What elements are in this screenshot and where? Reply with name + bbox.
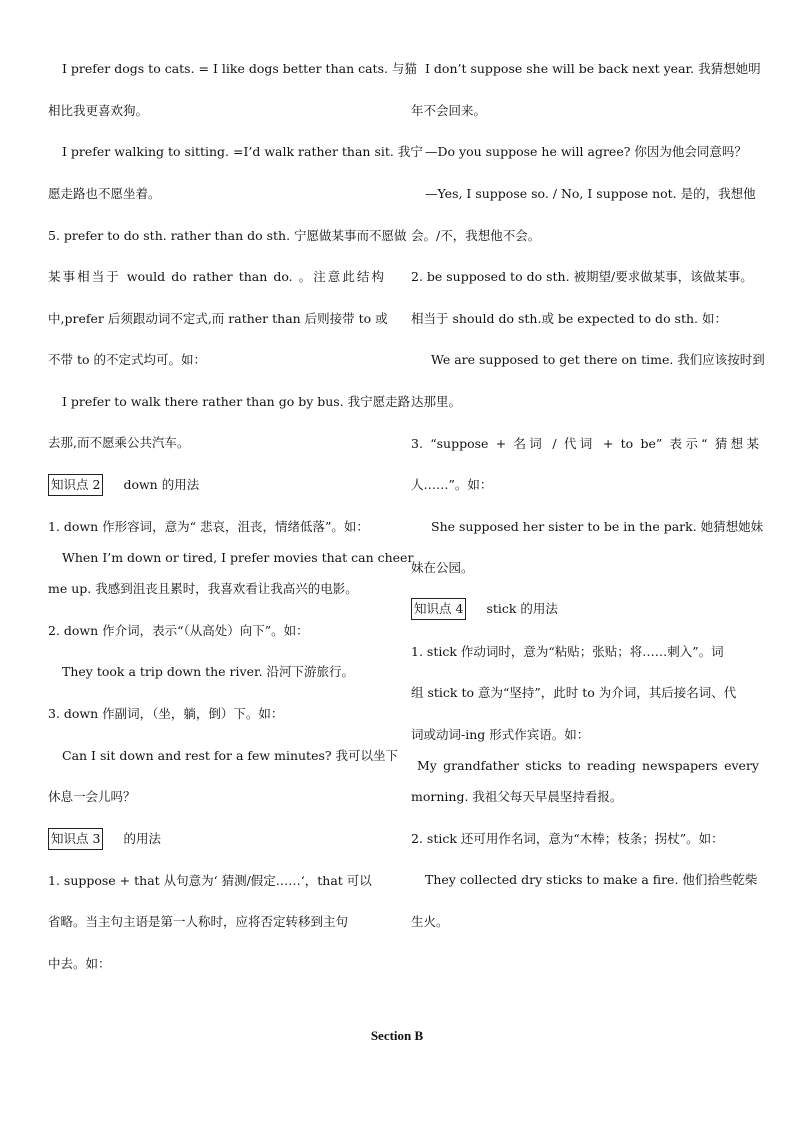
section-heading: Section B	[370, 1028, 424, 1043]
text-line: 不带 to 的不定式均可。如：	[48, 352, 206, 367]
text-line: We are supposed to get there on time. 我们应该按时到	[431, 352, 765, 367]
text-line: 会。/不，我想他不会。	[411, 228, 541, 243]
text-line: 妹在公园。	[411, 560, 474, 575]
text-line: Can I sit down and rest for a few minutes? 我可以坐下	[62, 748, 399, 763]
knowledge-point-title: down 的用法	[123, 477, 200, 492]
text-line: 2. stick 还可用作名词，意为“木棒；枝条；拐杖”。如：	[411, 831, 724, 846]
text-line: 5. prefer to do sth. rather than do sth. 宁愿做某事而不愿做	[48, 228, 407, 243]
text-line: 词或动词-ing 形式作宾语。如：	[411, 727, 590, 742]
text-line: 生火。	[411, 914, 449, 929]
text-line: me up. 我感到沮丧且累时，我喜欢看让我高兴的电影。	[48, 581, 358, 596]
text-line: 3. down 作副词，（坐，躺，倒）下。如：	[48, 706, 284, 721]
text-line: 1. down 作形容词，意为“ 悲哀，沮丧，情绪低落”。如：	[48, 519, 369, 534]
text-line: 达那里。	[411, 394, 462, 409]
text-line: When I’m down or tired, I prefer movies that can cheer	[62, 550, 414, 565]
text-line: They took a trip down the river. 沿河下游旅行。	[62, 664, 355, 679]
text-line: 愿走路也不愿坐着。	[48, 186, 161, 201]
text-line: I prefer dogs to cats. = I like dogs better than cats. 与猫	[62, 61, 417, 76]
knowledge-point-box: 知识点 4	[411, 598, 466, 620]
text-line: 2. down 作介词，表示“（从高处）向下”。如：	[48, 623, 309, 638]
knowledge-point-heading	[48, 828, 384, 852]
text-line: 2. be supposed to do sth. 被期望/要求做某事，该做某事。	[411, 269, 753, 284]
knowledge-point-heading	[411, 598, 759, 622]
text-line: —Yes, I suppose so. / No, I suppose not. 是的，我想他	[425, 186, 756, 201]
text-line: 1. stick 作动词时，意为“粘贴；张贴；将……刺入”。词	[411, 644, 724, 659]
text-line: 去那,而不愿乘公共汽车。	[48, 435, 190, 450]
text-line: I prefer walking to sitting. =I’d walk rather than sit. 我宁	[62, 144, 423, 159]
text-line: I don’t suppose she will be back next year. 我猜想她明	[425, 61, 761, 76]
knowledge-point-box: 知识点 3	[48, 828, 103, 850]
text-line: 组 stick to 意为“坚持”，此时 to 为介词，其后接名词、代	[411, 685, 737, 700]
knowledge-point-heading	[48, 474, 384, 498]
text-line: 中去。如：	[48, 956, 111, 971]
text-line: 相比我更喜欢狗。	[48, 103, 149, 118]
knowledge-point-title: 的用法	[123, 831, 161, 846]
text-line: 省略。当主句主语是第一人称时，应将否定转移到主句	[48, 914, 349, 929]
text-line: morning. 我祖父每天早晨坚持看报。	[411, 789, 623, 804]
text-line: 1. suppose + that 从句意为‘ 猜测/假定……‘，that 可以	[48, 873, 372, 888]
text-line: 休息一会儿吗？	[48, 789, 136, 804]
knowledge-point-title: stick 的用法	[486, 601, 558, 616]
text-line: I prefer to walk there rather than go by bus. 我宁愿走路	[62, 394, 411, 409]
text-line: My grandfather sticks to reading newspapers every	[417, 758, 759, 773]
text-line: 人……”。如：	[411, 477, 493, 492]
text-line: 相当于 should do sth.或 be expected to do sth. 如：	[411, 311, 727, 326]
text-line: She supposed her sister to be in the park. 她猜想她妹	[431, 519, 764, 534]
text-line: —Do you suppose he will agree? 你因为他会同意吗？	[425, 144, 747, 159]
text-line: 年不会回来。	[411, 103, 487, 118]
text-line: 某事相当于 would do rather than do. 。注意此结构	[48, 269, 384, 284]
text-line: They collected dry sticks to make a fire. 他们拾些乾柴	[425, 872, 758, 887]
knowledge-point-box: 知识点 2	[48, 474, 103, 496]
text-line: 3. “suppose + 名词 / 代词 + to be” 表示“ 猜想某	[411, 436, 759, 451]
text-line: 中,prefer 后须跟动词不定式,而 rather than 后则接带 to 或	[48, 311, 388, 326]
